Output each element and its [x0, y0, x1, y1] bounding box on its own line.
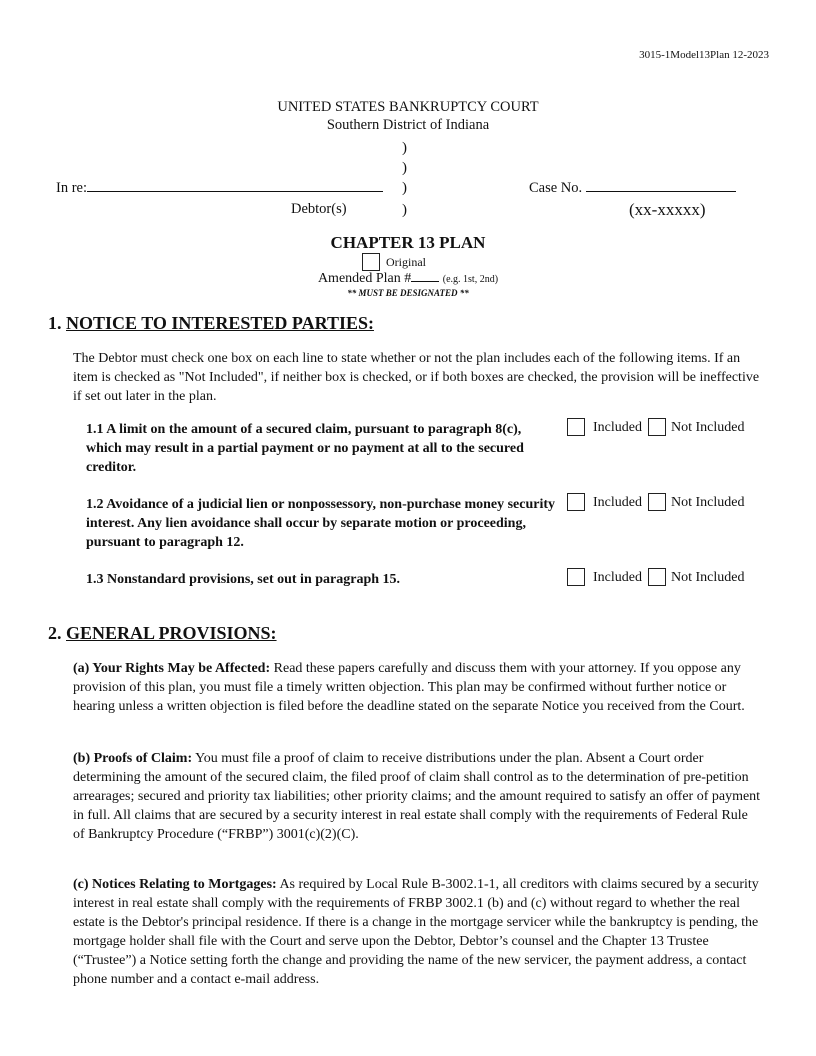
caption-paren: ): [402, 160, 407, 176]
in-re-field[interactable]: [56, 179, 383, 197]
included-label: Included: [593, 570, 642, 585]
included-label: Included: [593, 420, 642, 435]
item-1-2-not-included-checkbox[interactable]: [648, 493, 666, 511]
original-checkbox[interactable]: [362, 253, 380, 271]
in-re-blank[interactable]: [87, 179, 383, 192]
item-1-2: 1.2 Avoidance of a judicial lien or nonpossessory, non-purchase money security interest. Any lien avoidance shall occur by separate motion or proceeding, pursuant to paragraph 12.: [86, 497, 556, 550]
designated-note: ** MUST BE DESIGNATED **: [347, 288, 469, 298]
paragraph-rights: [73, 659, 763, 716]
item-1-1-included-checkbox[interactable]: [567, 418, 585, 436]
paragraph-mortgages-body: As required by Local Rule B-3002.1-1, all creditors with claims secured by a security interest in real estate shall comply with the requirements of FRBP 3002.1 (b) and (c) without regard to whether the real estate is the Debtor's principal residence. If there is a change in the mortgage servicer while the bankruptcy is pending, the mortgage holder shall file with the Court and serve upon the Debtor, Debtor’s counsel and the Chapter 13 Trustee (“Trustee”) a Notice setting forth the change and providing the name of the new servicer, the payment address, a contact phone number and a contact e-mail address.: [73, 877, 759, 987]
caption-paren: ): [402, 180, 407, 196]
paragraph-mortgages-heading: (c) Notices Relating to Mortgages:: [73, 877, 277, 892]
case-number-format: (xx-xxxxx): [629, 200, 706, 219]
section-2-title: GENERAL PROVISIONS:: [66, 623, 277, 643]
item-1-1-not-included-checkbox[interactable]: [648, 418, 666, 436]
paragraph-proofs-of-claim: [73, 749, 763, 844]
amended-example: (e.g. 1st, 2nd): [442, 274, 499, 285]
not-included-label: Not Included: [671, 570, 745, 585]
item-1-1: 1.1 A limit on the amount of a secured claim, pursuant to paragraph 8(c), which may result in a partial payment or no payment at all to the secured creditor.: [86, 422, 524, 475]
amended-number-blank[interactable]: [411, 270, 439, 282]
original-label: Original: [386, 255, 426, 269]
paragraph-proofs-heading: (b) Proofs of Claim:: [73, 751, 193, 766]
court-district: Southern District of Indiana: [326, 117, 490, 133]
paragraph-rights-body: Read these papers carefully and discuss them with your attorney. If you oppose any provision of this plan, you must file a timely written objection. This plan may be confirmed without further notice or hearing unless a written objection is filed before the deadline stated on the separate Notice you received from the Court.: [73, 661, 745, 714]
in-re-label: In re:: [56, 180, 87, 196]
case-number-blank[interactable]: [586, 179, 736, 192]
not-included-label: Not Included: [671, 495, 745, 510]
paragraph-proofs-body: You must file a proof of claim to receive distributions under the plan. Absent a Court order determining the amount of the secured claim, the filed proof of claim shall control as to the determination of pre-petition arrearages; secured and priority tax liabilities; other priority claims; and the amount required to satisfy an offer of payment in full. All claims that are secured by a security interest in real estate shall comply with the requirements of Federal Rule of Bankruptcy Procedure (“FRBP”) 3001(c)(2)(C).: [73, 751, 761, 842]
debtor-label: Debtor(s): [291, 201, 347, 217]
section-2-heading: [48, 623, 277, 644]
not-included-label: Not Included: [671, 420, 745, 435]
item-1-3: 1.3 Nonstandard provisions, set out in paragraph 15.: [86, 572, 401, 587]
case-number-field[interactable]: [529, 179, 736, 197]
section-1-intro: The Debtor must check one box on each line to state whether or not the plan includes each of the following items. If an item is checked as "Not Included", if neither box is checked, or if both boxes are checked, the provision will be ineffective if set out later in the plan.: [73, 351, 760, 404]
item-1-2-included-checkbox[interactable]: [567, 493, 585, 511]
court-name: UNITED STATES BANKRUPTCY COURT: [277, 99, 539, 115]
plan-title: CHAPTER 13 PLAN: [330, 233, 486, 252]
caption-paren: ): [402, 202, 407, 218]
included-label: Included: [593, 495, 642, 510]
amended-plan-line: [0, 270, 816, 287]
section-1-heading: [48, 313, 374, 334]
item-1-3-not-included-checkbox[interactable]: [648, 568, 666, 586]
section-1-number: 1.: [48, 313, 62, 333]
section-2-number: 2.: [48, 623, 62, 643]
amended-label: Amended Plan #: [317, 271, 412, 286]
court-heading: [0, 98, 816, 134]
paragraph-rights-heading: (a) Your Rights May be Affected:: [73, 661, 271, 676]
caption-paren: ): [402, 140, 407, 156]
item-1-3-included-checkbox[interactable]: [567, 568, 585, 586]
case-number-label: Case No.: [529, 180, 583, 196]
form-id: 3015-1Model13Plan 12-2023: [639, 49, 769, 61]
section-1-title: NOTICE TO INTERESTED PARTIES:: [66, 313, 374, 333]
paragraph-mortgages: [73, 875, 763, 989]
